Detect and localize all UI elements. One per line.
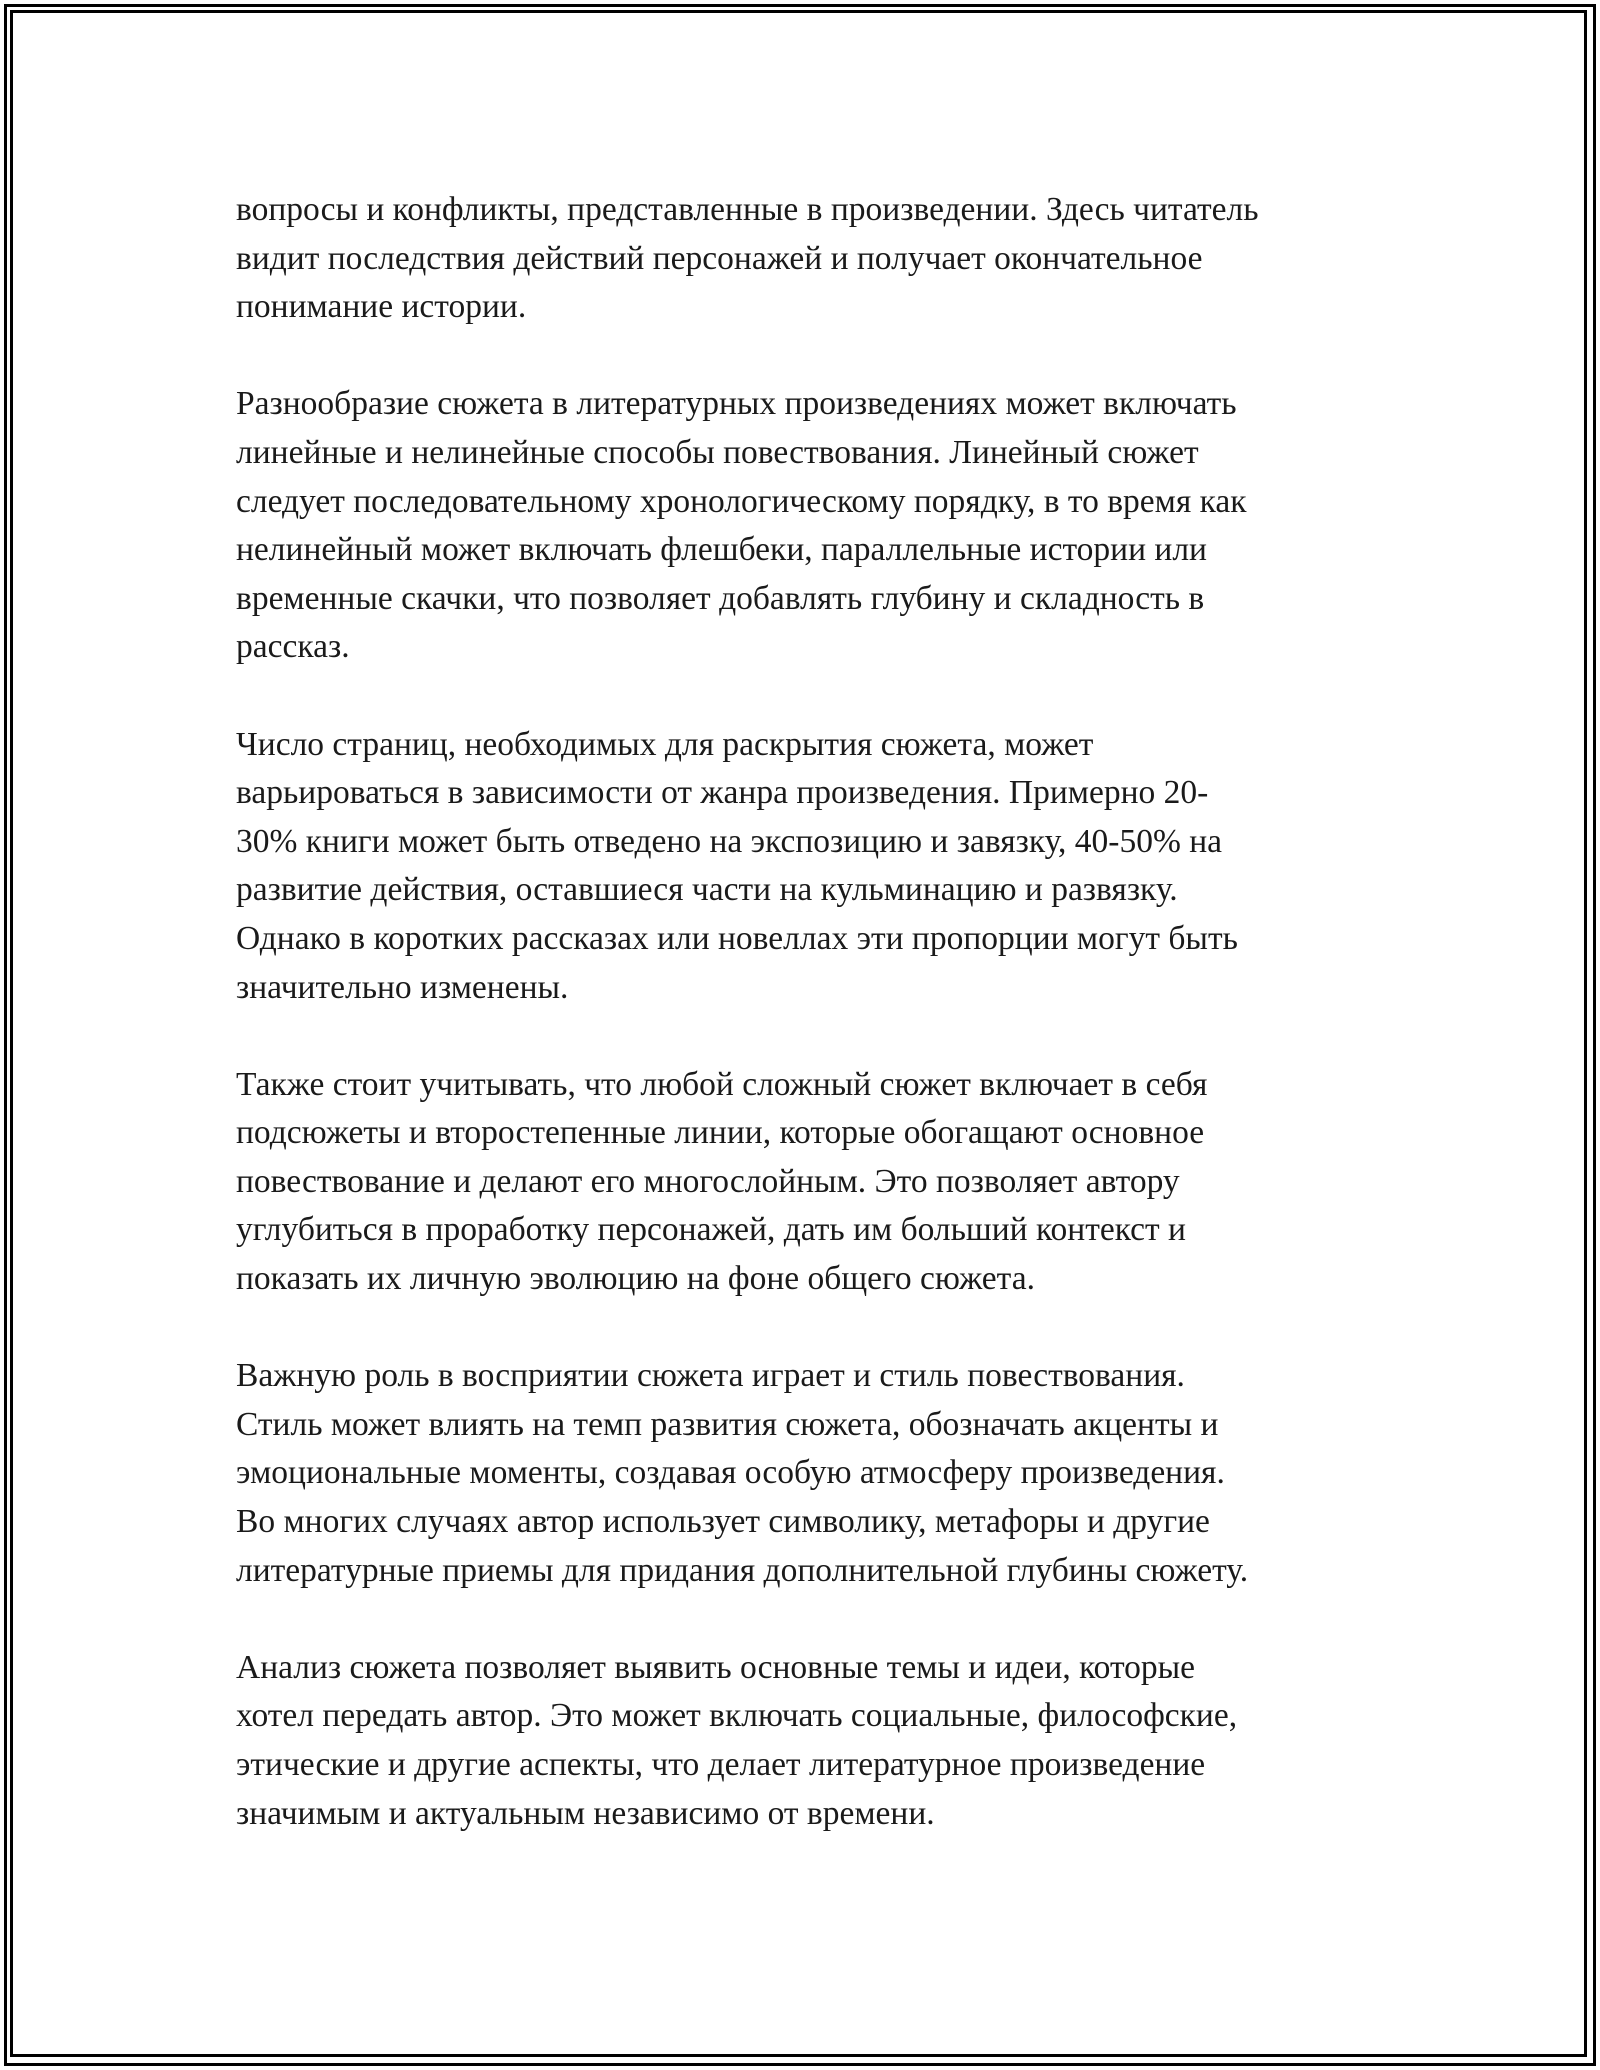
paragraph: Также стоит учитывать, что любой сложный сюжет включает в себя подсюжеты и второстепенные линии, которые обогащают основное повествование и делают его многослойным. Это позволяет автору углубиться в проработку персонажей, дать им больший контекст и показать их личную эволюцию на фоне общего сюжета. xyxy=(236,1065,1208,1298)
paragraph: вопросы и конфликты, представленные в произведении. Здесь читатель видит последствия действий персонажей и получает окончательное понимание истории. xyxy=(236,191,1259,326)
paragraph: Число страниц, необходимых для раскрытия сюжета, может варьироваться в зависимости от жанра произведения. Примерно 20- 30% книги может быть отведено на экспозицию и завязку, 40-50% на развитие действия, оставшиеся части на кульминацию и развязку. Однако в коротких рассказах или новеллах эти пропорции могут быть значительно изменены. xyxy=(236,725,1238,1006)
paragraph: Важную роль в восприятии сюжета играет и стиль повествования. Стиль может влиять на темп развития сюжета, обозначать акценты и эмоциональные моменты, создавая особую атмосферу произведения. Во многих случаях автор использует символику, метафоры и другие литературные приемы для придания дополнительной глубины сюжету. xyxy=(236,1357,1249,1589)
paragraph: Анализ сюжета позволяет выявить основные темы и идеи, которые хотел передать автор. Это может включать социальные, философские, этические и другие аспекты, что делает литературное произведение значимым и актуальным независимо от времени. xyxy=(236,1648,1238,1832)
document-body xyxy=(236,186,1366,1838)
paragraph: Разнообразие сюжета в литературных произведениях может включать линейные и нелинейные способы повествования. Линейный сюжет следует последовательному хронологическому порядку, в то время как нелинейный может включать флешбеки, параллельные истории или временные скачки, что позволяет добавлять глубину и складность в рассказ. xyxy=(236,385,1247,666)
